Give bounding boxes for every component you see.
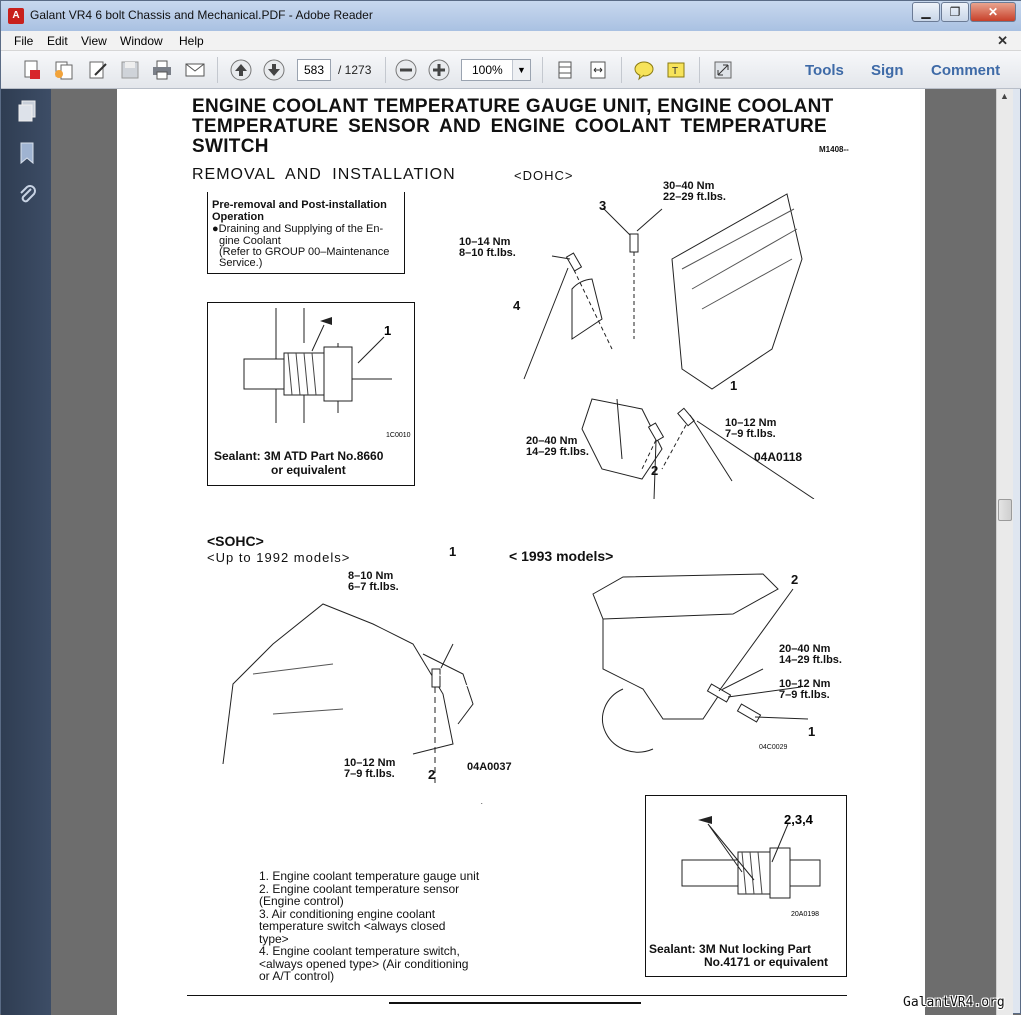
legend-item: type> (259, 933, 479, 946)
zoom-value: 100% (472, 63, 503, 77)
legend-item: 4. Engine coolant temperature switch, (259, 945, 479, 958)
dohc-torque-d2: 14–29 ft.lbs. (526, 447, 589, 458)
menu-help[interactable]: Help (179, 34, 204, 48)
menu-view[interactable]: View (81, 34, 107, 48)
create-pdf-icon[interactable] (21, 59, 43, 81)
sensor-thread-diagram (208, 303, 414, 443)
prereq-title-1: Pre-removal and Post-installation (212, 200, 387, 211)
prereq-line-1: ●Draining and Supplying of the En- (212, 223, 383, 235)
prereq-line-2: gine Coolant (219, 235, 281, 247)
toolbar-separator (699, 57, 700, 83)
svg-text:T: T (672, 66, 678, 77)
dohc-figure-code: 04A0118 (754, 450, 802, 464)
page-title-line-2: TEMPERATURE SENSOR AND ENGINE COOLANT TEMPERATURE (192, 117, 827, 137)
sohc93-torque-b2: 7–9 ft.lbs. (779, 690, 830, 701)
sign-pane-button[interactable]: Sign (871, 62, 904, 79)
prerequisite-box (207, 192, 405, 274)
sohc93-torque-a1: 20–40 Nm (779, 644, 830, 655)
toolbar (1, 51, 1021, 89)
save-icon[interactable] (119, 59, 141, 81)
sohc93-torque-a2: 14–29 ft.lbs. (779, 655, 842, 666)
dohc-torque-a2: 22–29 ft.lbs. (663, 192, 726, 203)
dohc-torque-c1: 10–12 Nm (725, 418, 776, 429)
scrollbar-thumb[interactable] (998, 499, 1012, 521)
sohc-up-to-1992-label: <Up to 1992 models> (207, 550, 350, 565)
detail2-callout: 2,3,4 (784, 812, 814, 827)
close-document-icon[interactable]: ✕ (997, 33, 1008, 49)
zoom-out-icon[interactable] (395, 59, 417, 81)
attachments-icon[interactable] (16, 183, 38, 207)
detail2-code: 20A0198 (791, 911, 819, 918)
detail2-sealant-line2: No.4171 or equivalent (704, 955, 828, 969)
comment-icon[interactable] (633, 59, 655, 81)
sohc-1993-label: < 1993 models> (509, 548, 613, 564)
zoom-in-icon[interactable] (428, 59, 450, 81)
prereq-line-3: (Refer to GROUP 00–Maintenance (219, 246, 389, 258)
section-heading: REMOVAL AND INSTALLATION (192, 166, 456, 184)
sohc92-torque-b1: 10–12 Nm (344, 758, 395, 769)
pdf-page (117, 89, 925, 1015)
minimize-button[interactable]: ▁ (912, 2, 940, 22)
sohc92-callout-1: 1 (449, 544, 456, 559)
menu-bar (1, 31, 1021, 51)
scroll-up-icon[interactable]: ▲ (1000, 91, 1009, 101)
page-footer-rule (389, 1002, 641, 1004)
maximize-button[interactable]: ❐ (941, 2, 969, 22)
combine-icon[interactable] (53, 59, 75, 81)
dohc-torque-b1: 10–14 Nm (459, 237, 510, 248)
prereq-title-2: Operation (212, 212, 264, 223)
zoom-level-select[interactable] (461, 59, 531, 81)
sohc-1993-engine-diagram (583, 569, 823, 769)
legend-item: temperature switch <always closed (259, 920, 479, 933)
legend-item: 1. Engine coolant temperature gauge unit (259, 870, 479, 883)
sohc93-torque-b1: 10–12 Nm (779, 679, 830, 690)
sohc92-torque-b2: 7–9 ft.lbs. (344, 769, 395, 780)
page-title-line-3: SWITCH (192, 137, 269, 157)
toolbar-separator (217, 57, 218, 83)
email-icon[interactable] (184, 59, 206, 81)
close-button[interactable]: ✕ (970, 2, 1016, 22)
sohc92-figure-code: 04A0037 (467, 761, 512, 773)
section-code: M1408-- (819, 145, 849, 154)
navigation-pane (1, 89, 51, 1015)
dohc-callout-2: 2 (651, 463, 658, 478)
watermark-text: GalantVR4.org (903, 995, 1005, 1010)
legend-item: 2. Engine coolant temperature sensor (259, 883, 479, 896)
menu-file[interactable]: File (14, 34, 33, 48)
chevron-down-icon[interactable]: ▼ (512, 60, 530, 80)
legend-item: or A/T control) (259, 970, 479, 983)
page-title-line-1: ENGINE COOLANT TEMPERATURE GAUGE UNIT, ENGINE COOLANT (192, 97, 834, 117)
dohc-torque-d1: 20–40 Nm (526, 436, 577, 447)
sohc92-torque-a1: 8–10 Nm (348, 571, 393, 582)
sealant-detail-box-2 (645, 795, 847, 977)
dohc-callout-3: 3 (599, 198, 606, 213)
sohc93-callout-1: 1 (808, 724, 815, 739)
legend-item: <always opened type> (Air conditioning (259, 958, 479, 971)
toolbar-separator (621, 57, 622, 83)
vertical-scrollbar[interactable] (996, 89, 1013, 1015)
menu-edit[interactable]: Edit (47, 34, 68, 48)
sohc92-callout-2: 2 (428, 767, 435, 782)
tools-pane-button[interactable]: Tools (805, 62, 844, 79)
switch-thread-diagram (646, 796, 846, 936)
detail2-sealant-line1: Sealant: 3M Nut locking Part (649, 942, 811, 956)
legend-item: (Engine control) (259, 895, 479, 908)
sealant-detail-box-1 (207, 302, 415, 486)
sign-edit-icon[interactable] (87, 59, 109, 81)
toolbar-separator (385, 57, 386, 83)
dohc-callout-4: 4 (513, 298, 520, 313)
full-screen-icon[interactable] (712, 59, 734, 81)
detail1-sealant-line2: or equivalent (271, 463, 346, 477)
dohc-torque-c2: 7–9 ft.lbs. (725, 429, 776, 440)
sohc93-figure-code: 04C0029 (759, 744, 787, 751)
fit-page-icon[interactable] (554, 59, 576, 81)
page-count: / 1273 (338, 63, 371, 77)
sohc-label: <SOHC> (207, 533, 264, 549)
next-page-icon[interactable] (263, 59, 285, 81)
toolbar-separator (542, 57, 543, 83)
page-thumbnails-icon[interactable] (16, 99, 38, 123)
print-icon[interactable] (151, 59, 173, 81)
menu-window[interactable]: Window (120, 34, 163, 48)
window-title: Galant VR4 6 bolt Chassis and Mechanical.PDF - Adobe Reader (30, 8, 373, 22)
dohc-torque-b2: 8–10 ft.lbs. (459, 248, 516, 259)
sohc92-torque-a2: 6–7 ft.lbs. (348, 582, 399, 593)
page-footer-rule (187, 995, 847, 996)
adobe-reader-icon: A (8, 8, 24, 24)
detail1-sealant-line1: Sealant: 3M ATD Part No.8660 (214, 449, 383, 463)
highlight-icon[interactable] (665, 59, 687, 81)
parts-legend (259, 870, 479, 983)
dohc-label: <DOHC> (514, 168, 573, 183)
previous-page-icon[interactable] (230, 59, 252, 81)
legend-item: 3. Air conditioning engine coolant (259, 908, 479, 921)
title-bar (1, 1, 1021, 31)
fit-width-icon[interactable] (587, 59, 609, 81)
page-number-input[interactable]: 583 (297, 59, 331, 81)
bookmarks-icon[interactable] (16, 141, 38, 165)
detail1-code: 1C0010 (386, 432, 411, 439)
dohc-callout-1: 1 (730, 378, 737, 393)
comment-pane-button[interactable]: Comment (931, 62, 1000, 79)
detail1-callout: 1 (384, 323, 391, 338)
sohc93-callout-2: 2 (791, 572, 798, 587)
prereq-line-4: Service.) (219, 257, 262, 269)
dohc-torque-a1: 30–40 Nm (663, 181, 714, 192)
